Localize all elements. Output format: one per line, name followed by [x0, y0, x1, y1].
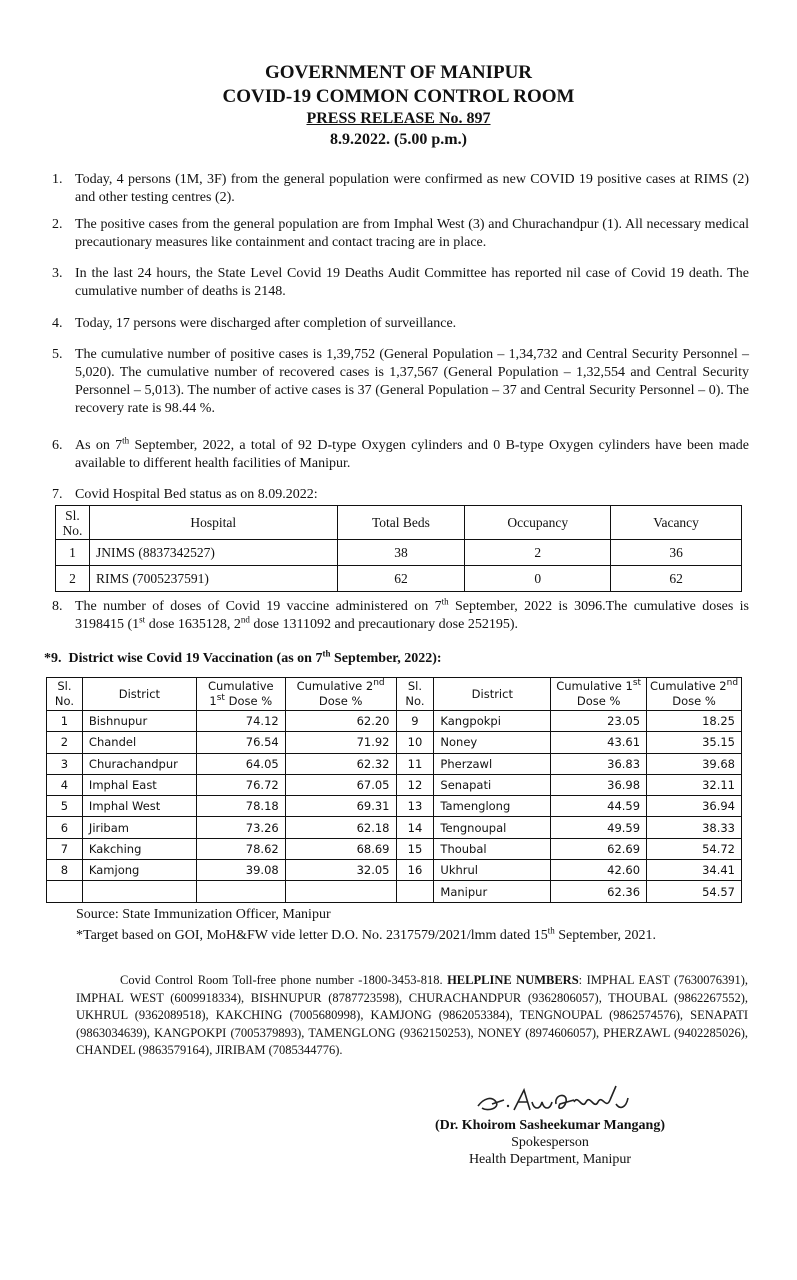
- cell-total-beds: 38: [337, 540, 465, 566]
- helpline-paragraph: Covid Control Room Toll-free phone number -1800-3453-818. HELPLINE NUMBERS: IMPHAL EAST (7630076391), IMPHAL WEST (6009918334), BISHNUPUR (8787723598), CHURACHANDPUR (9362806057), THOUBAL (9862267552), UKHRUL (9362089518), KAKCHING (7005680998), KAMJONG (9862053384), TENGNOUPAL (9862574576), SENAPATI (9863034639), KANGPOKPI (7005379893), TAMENGLONG (9362150253), NONEY (8974606057), PHERZAWL (9402285026), CHANDEL (9863579164), JIRIBAM (7085344776).: [76, 973, 749, 1057]
- press-release-number: PRESS RELEASE No. 897: [306, 110, 491, 127]
- cell-sl: 2: [56, 566, 90, 592]
- cell-dose2: 35.15: [647, 732, 742, 753]
- table-row: [47, 817, 742, 838]
- cell-dose1: [196, 881, 285, 902]
- header-district: District: [82, 678, 196, 711]
- cell-sl: 10: [396, 732, 434, 753]
- cell-dose1: 73.26: [196, 817, 285, 838]
- cell-hospital: JNIMS (8837342527): [89, 540, 337, 566]
- cell-district: Noney: [434, 732, 551, 753]
- cell-occupancy: 0: [465, 566, 611, 592]
- table-row: [47, 711, 742, 732]
- cell-sl: 1: [47, 711, 83, 732]
- header-control-room: COVID-19 COMMON CONTROL ROOM: [222, 86, 575, 107]
- cell-dose2: 68.69: [285, 838, 396, 859]
- header-dose2: Cumulative 2nd Dose %: [285, 678, 396, 711]
- cell-sl: 2: [47, 732, 83, 753]
- table-row: [47, 838, 742, 859]
- cell-dose1: 36.83: [551, 753, 647, 774]
- handwritten-signature: [470, 1080, 635, 1120]
- hospital-bed-table: [55, 505, 742, 592]
- cell-dose1: 76.54: [196, 732, 285, 753]
- cell-dose1: 39.08: [196, 860, 285, 881]
- cell-district: Kangpokpi: [434, 711, 551, 732]
- header-district-right: District: [434, 678, 551, 711]
- cell-occupancy: 2: [465, 540, 611, 566]
- cell-dose2: 54.57: [647, 881, 742, 902]
- cell-dose2: 38.33: [647, 817, 742, 838]
- cell-sl: 14: [396, 817, 434, 838]
- cell-dose2: 39.68: [647, 753, 742, 774]
- cell-district: Chandel: [82, 732, 196, 753]
- table-row: [47, 881, 742, 902]
- cell-dose2: 54.72: [647, 838, 742, 859]
- header-government: GOVERNMENT OF MANIPUR: [264, 62, 533, 83]
- cell-vacancy: 36: [611, 540, 742, 566]
- header-hospital: Hospital: [89, 506, 337, 540]
- cell-dose1: 42.60: [551, 860, 647, 881]
- cell-district: Imphal West: [82, 796, 196, 817]
- press-release-datetime: 8.9.2022. (5.00 p.m.): [330, 131, 467, 148]
- table-row: [47, 796, 742, 817]
- cell-dose2: 62.32: [285, 753, 396, 774]
- cell-district: Imphal East: [82, 774, 196, 795]
- cell-dose2: 18.25: [647, 711, 742, 732]
- header-total-beds: Total Beds: [337, 506, 465, 540]
- cell-sl: 7: [47, 838, 83, 859]
- header-vacancy: Vacancy: [611, 506, 742, 540]
- cell-dose2: 69.31: [285, 796, 396, 817]
- header-sl-no-right: Sl. No.: [396, 678, 434, 711]
- cell-hospital: RIMS (7005237591): [89, 566, 337, 592]
- cell-sl: [396, 881, 434, 902]
- cell-dose2: 32.05: [285, 860, 396, 881]
- header-occupancy: Occupancy: [465, 506, 611, 540]
- cell-vacancy: 62: [611, 566, 742, 592]
- signatory-role: Spokesperson: [511, 1135, 589, 1150]
- cell-dose2: 32.11: [647, 774, 742, 795]
- header-dose2-right: Cumulative 2nd Dose %: [647, 678, 742, 711]
- source-note: Source: State Immunization Officer, Manipur: [76, 907, 331, 922]
- point-3: 3. In the last 24 hours, the State Level Covid 19 Deaths Audit Committee has reported nil case of Covid 19 death. The cumulative number of deaths is 2148.: [52, 266, 749, 299]
- cell-sl: 4: [47, 774, 83, 795]
- cell-dose2: 34.41: [647, 860, 742, 881]
- signatory-name: (Dr. Khoirom Sasheekumar Mangang): [435, 1118, 665, 1133]
- point-4: 4. Today, 17 persons were discharged after completion of surveillance.: [52, 316, 457, 331]
- cell-dose1: 62.36: [551, 881, 647, 902]
- cell-sl: 12: [396, 774, 434, 795]
- cell-dose1: 76.72: [196, 774, 285, 795]
- cell-sl: 9: [396, 711, 434, 732]
- cell-sl: 1: [56, 540, 90, 566]
- header-sl-no: Sl. No.: [56, 506, 90, 540]
- cell-sl: 3: [47, 753, 83, 774]
- cell-sl: 6: [47, 817, 83, 838]
- cell-district: Thoubal: [434, 838, 551, 859]
- point-1: 1. Today, 4 persons (1M, 3F) from the general population were confirmed as new COVID 19 positive cases at RIMS (2) and other testing centres (2).: [52, 172, 749, 205]
- cell-dose1: 64.05: [196, 753, 285, 774]
- cell-dose1: 43.61: [551, 732, 647, 753]
- cell-district: Kamjong: [82, 860, 196, 881]
- table-header-row: [56, 506, 742, 540]
- cell-district: Tamenglong: [434, 796, 551, 817]
- cell-sl: 16: [396, 860, 434, 881]
- district-vaccination-table: [46, 677, 742, 903]
- cell-district: [82, 881, 196, 902]
- cell-dose1: 49.59: [551, 817, 647, 838]
- cell-district: Churachandpur: [82, 753, 196, 774]
- vaccination-table-body: [47, 711, 742, 903]
- cell-sl: 15: [396, 838, 434, 859]
- cell-dose1: 36.98: [551, 774, 647, 795]
- cell-dose1: 74.12: [196, 711, 285, 732]
- cell-district: Senapati: [434, 774, 551, 795]
- table-row: [47, 732, 742, 753]
- cell-dose1: 78.18: [196, 796, 285, 817]
- point-7: 7. Covid Hospital Bed status as on 8.09.2022:: [52, 487, 318, 502]
- point-6: 6. As on 7th September, 2022, a total of 92 D-type Oxygen cylinders and 0 B-type Oxygen cylinders have been made available to different health facilities of Manipur.: [52, 435, 750, 471]
- cell-district: Manipur: [434, 881, 551, 902]
- cell-dose2: 67.05: [285, 774, 396, 795]
- cell-sl: [47, 881, 83, 902]
- point-8: 8. The number of doses of Covid 19 vaccine administered on 7th September, 2022 is 3096.The cumulative doses is 3198415 (1st dose 1635128, 2nd dose 1311092 and precautionary dose 252195).: [52, 596, 750, 632]
- point-2: 2. The positive cases from the general population are from Imphal West (3) and Churachandpur (1). All necessary medical precautionary measures like containment and contact tracing are in place.: [52, 217, 749, 250]
- cell-district: Bishnupur: [82, 711, 196, 732]
- target-note: *Target based on GOI, MoH&FW vide letter D.O. No. 2317579/2021/lmm dated 15th September, 2021.: [76, 925, 657, 943]
- cell-dose2: 36.94: [647, 796, 742, 817]
- cell-dose1: 44.59: [551, 796, 647, 817]
- cell-dose2: 62.20: [285, 711, 396, 732]
- table-row: [47, 860, 742, 881]
- cell-sl: 8: [47, 860, 83, 881]
- cell-district: Tengnoupal: [434, 817, 551, 838]
- cell-district: Pherzawl: [434, 753, 551, 774]
- section-9-heading: *9. District wise Covid 19 Vaccination (as on 7th September, 2022):: [44, 648, 442, 666]
- cell-sl: 5: [47, 796, 83, 817]
- cell-dose2: [285, 881, 396, 902]
- cell-dose2: 62.18: [285, 817, 396, 838]
- cell-district: Jiribam: [82, 817, 196, 838]
- cell-sl: 13: [396, 796, 434, 817]
- table-row: [56, 540, 742, 566]
- cell-total-beds: 62: [337, 566, 465, 592]
- table-row: [47, 753, 742, 774]
- header-sl-no: Sl. No.: [47, 678, 83, 711]
- cell-district: Kakching: [82, 838, 196, 859]
- cell-district: Ukhrul: [434, 860, 551, 881]
- cell-dose2: 71.92: [285, 732, 396, 753]
- point-5: 5. The cumulative number of positive cases is 1,39,752 (General Population – 1,34,732 and Central Security Personnel – 5,020). The cumulative number of recovered cases is 1,37,567 (General Population – 1,32,554 and Central Security Personnel – 5,013). The number of active cases is 37 (General Population – 37 and Central Security Personnel – 0). The recovery rate is 98.44 %.: [52, 347, 749, 416]
- table-header-row: [47, 678, 742, 711]
- cell-sl: 11: [396, 753, 434, 774]
- table-row: [56, 566, 742, 592]
- header-dose1-right: Cumulative 1st Dose %: [551, 678, 647, 711]
- cell-dose1: 62.69: [551, 838, 647, 859]
- table-row: [47, 774, 742, 795]
- cell-dose1: 78.62: [196, 838, 285, 859]
- signatory-department: Health Department, Manipur: [468, 1152, 632, 1167]
- header-dose1: Cumulative 1st Dose %: [196, 678, 285, 711]
- cell-dose1: 23.05: [551, 711, 647, 732]
